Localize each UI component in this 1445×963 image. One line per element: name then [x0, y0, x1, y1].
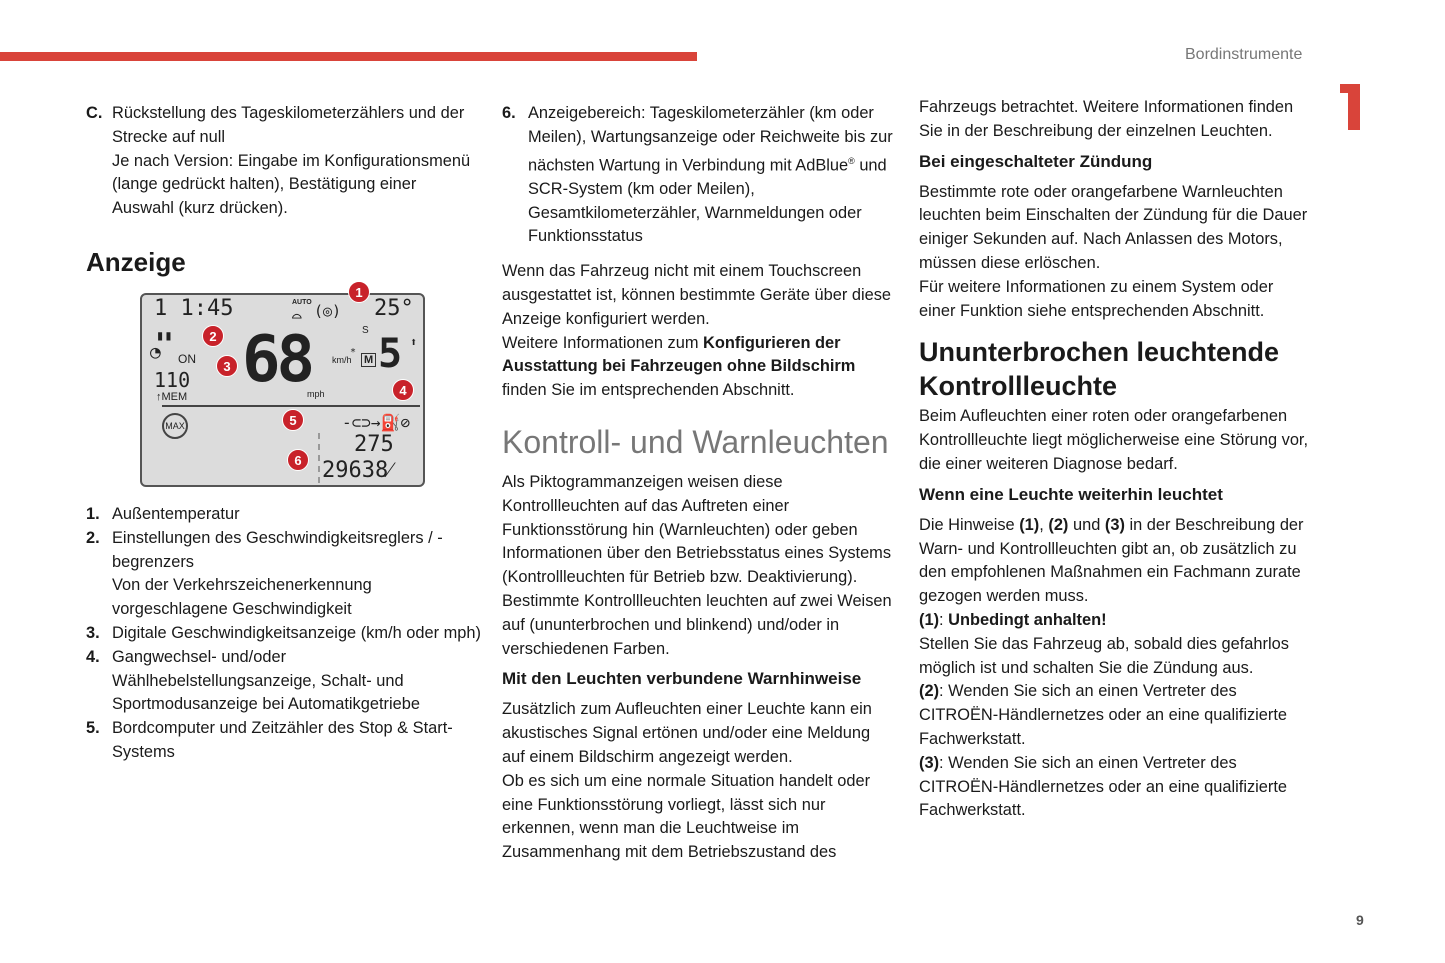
pause-icon: ▮▮: [156, 327, 173, 344]
page-number: 9: [1356, 912, 1364, 928]
upshift-arrow-icon: ⬆: [410, 334, 418, 349]
wiper-icon: ⌓: [292, 306, 302, 326]
note-1: (1): Unbedingt anhalten!: [919, 610, 1107, 629]
list-item: [86, 717, 481, 765]
instrument-display-illustration: [140, 284, 425, 487]
item-marker: 4.: [86, 647, 100, 666]
parking-brake-icon: (◎): [314, 301, 342, 320]
list-item: [86, 646, 481, 717]
section-title: Bordinstrumente: [1185, 46, 1303, 63]
paragraph: Zusätzlich zum Aufleuchten einer Leuchte kann ein akustisches Signal ertönen und/oder eine Meldung auf einem Bildschirm angezeigt werden.: [502, 700, 872, 766]
item-text: Gangwechsel- und/oder Wählhebelstellungsanzeige, Schalt- und Sportmodusanzeige bei Automatikgetriebe: [112, 647, 420, 714]
frame: [318, 433, 320, 483]
speedometer-icon: ◔: [150, 341, 161, 363]
paragraph: Als Piktogrammanzeigen weisen diese Kontrollleuchten auf das Auftreten einer Funktionsstörung hin (Warnleuchten) oder geben Informationen über den Betriebsstatus eines Systems (Kontrollleuchten für Betrieb bzw. Deaktivierung). Bestimmte Kontrollleuchten leuchten auf zwei Weisen auf (ununterbrochen und blinkend) und/oder in verschiedenen Farben.: [502, 473, 892, 658]
clock: 1 1:45: [154, 295, 234, 321]
callout-3: 3: [216, 355, 238, 377]
item-text: Je nach Version: Eingabe im Konfigurationsmenü (lange gedrückt halten), Bestätigung einer Auswahl (kurz drücken).: [112, 151, 471, 218]
list-item: [502, 102, 894, 249]
paragraph: Wenn das Fahrzeug nicht mit einem Touchscreen ausgestattet ist, können bestimmte Geräte über diese Anzeige konfiguriert werden.: [502, 262, 892, 328]
item-marker: 6.: [502, 104, 516, 122]
paragraph: Weitere Informationen zum Konfigurieren der Ausstattung bei Fahrzeugen ohne Bildschirm finden Sie im entsprechenden Abschnitt.: [502, 333, 856, 400]
paragraph: Fahrzeugs betrachtet. Weitere Informationen finden Sie in der Beschreibung der einzelnen Leuchten.: [919, 98, 1294, 140]
range-value: 275: [354, 431, 394, 457]
odometer: 29638⁄: [322, 457, 392, 483]
header-accent-bar: [0, 52, 697, 61]
note-3: (3): Wenden Sie sich an einen Vertreter des CITROËN-Händlernetzes oder an eine qualifizierte Fachwerkstatt.: [919, 753, 1288, 820]
item-text: Digitale Geschwindigkeitsanzeige (km/h oder mph): [112, 623, 481, 642]
divider: [162, 405, 420, 407]
mph-unit: mph: [307, 388, 325, 399]
subheading: Bei eingeschalteter Zündung: [919, 151, 1153, 171]
item-marker: 3.: [86, 623, 100, 642]
callout-4: 4: [392, 379, 414, 401]
item-text: Rückstellung des Tageskilometerzählers und der Strecke auf null: [112, 104, 465, 146]
item-marker: 1.: [86, 504, 100, 523]
paragraph: Stellen Sie das Fahrzeug ab, sobald dies gefahrlos möglich ist und schalten Sie die Zündung aus.: [919, 634, 1289, 677]
column-right: [919, 96, 1314, 823]
item-text: Von der Verkehrszeichenerkennung vorgeschlagene Geschwindigkeit: [112, 576, 372, 619]
kmh-unit: km/h: [332, 354, 352, 365]
snow-icon: *: [350, 346, 357, 358]
callout-2: 2: [202, 325, 224, 347]
heading-kontroll-warnleuchten: Kontroll- und Warnleuchten: [502, 424, 889, 461]
item-marker: 5.: [86, 719, 100, 738]
list-item: [86, 622, 481, 646]
item-marker: C.: [86, 104, 103, 122]
regulator-on: ON: [178, 351, 196, 366]
auto-wiper-label: AUTO: [292, 298, 312, 306]
subheading: Mit den Leuchten verbundene Warnhinweise: [502, 669, 862, 689]
item-marker: 2.: [86, 528, 100, 547]
sport-indicator: S: [362, 324, 369, 336]
outside-temperature: 25°: [374, 295, 414, 321]
paragraph: Die Hinweise (1), (2) und (3) in der Beschreibung der Warn- und Kontrollleuchten gibt an, ob zusätzlich zu den empfohlenen Maßnahmen ein Fachmann zurate gezogen werden muss.: [919, 515, 1304, 606]
column-left: [86, 102, 481, 765]
chapter-number: [1340, 84, 1360, 130]
max-icon: MAX: [162, 413, 188, 439]
callout-1: 1: [348, 281, 370, 303]
heading-anzeige: Anzeige: [86, 246, 186, 277]
list-item: [86, 102, 481, 221]
paragraph: Für weitere Informationen zu einem System oder einer Funktion siehe entsprechenden Abschnitt.: [919, 277, 1274, 320]
callout-6: 6: [287, 449, 309, 471]
paragraph: Bestimmte rote oder orangefarbene Warnleuchten leuchten beim Einschalten der Zündung für die Dauer einiger Sekunden auf. Nach Anlassen des Motors, müssen diese erlöschen.: [919, 182, 1308, 272]
heading-ununterbrochen: Ununterbrochen leuchtende Kontrollleuchte: [919, 337, 1280, 402]
callout-5: 5: [282, 409, 304, 431]
column-middle: [502, 102, 894, 865]
paragraph: Ob es sich um eine normale Situation handelt oder eine Funktionsstörung vorliegt, lässt sich nur erkennen, wenn man die Leuchtweise im Zusammenhang mit dem Betriebszustand des: [502, 771, 871, 862]
item-text: Außentemperatur: [112, 504, 240, 523]
subheading: Wenn eine Leuchte weiterhin leuchtet: [919, 484, 1223, 504]
item-text: Einstellungen des Geschwindigkeitsreglers / -begrenzers: [112, 528, 443, 571]
item-text: Bordcomputer und Zeitzähler des Stop & Start-Systems: [112, 719, 453, 761]
digital-speed: 68: [242, 322, 312, 397]
gear-indicator: 5: [378, 330, 403, 377]
list-item: [86, 527, 481, 622]
note-2: (2): Wenden Sie sich an einen Vertreter des CITROËN-Händlernetzes oder an eine qualifizierte Fachwerkstatt.: [919, 682, 1288, 748]
gear-mode: M: [361, 353, 376, 367]
speed-limit-value: 110: [154, 367, 191, 392]
paragraph: Beim Aufleuchten einer roten oder orangefarbenen Kontrollleuchte liegt möglicherweise eine Störung vor, die einer weiteren Diagnose bedarf.: [919, 407, 1309, 473]
mem-label: ↑MEM: [156, 390, 188, 403]
stop-start-car-icon: -⊂⊃→⛽⊘: [342, 412, 411, 432]
list-item: [86, 503, 481, 527]
item-text: Anzeigebereich: Tageskilometerzähler (km oder Meilen), Wartungsanzeige oder Reichweite bis zur nächsten Wartung in Verbindung mit AdBlue® und SCR-System (km oder Meilen), Gesamtkilometerzähler, Warnmeldungen oder Funktionsstatus: [528, 104, 893, 246]
